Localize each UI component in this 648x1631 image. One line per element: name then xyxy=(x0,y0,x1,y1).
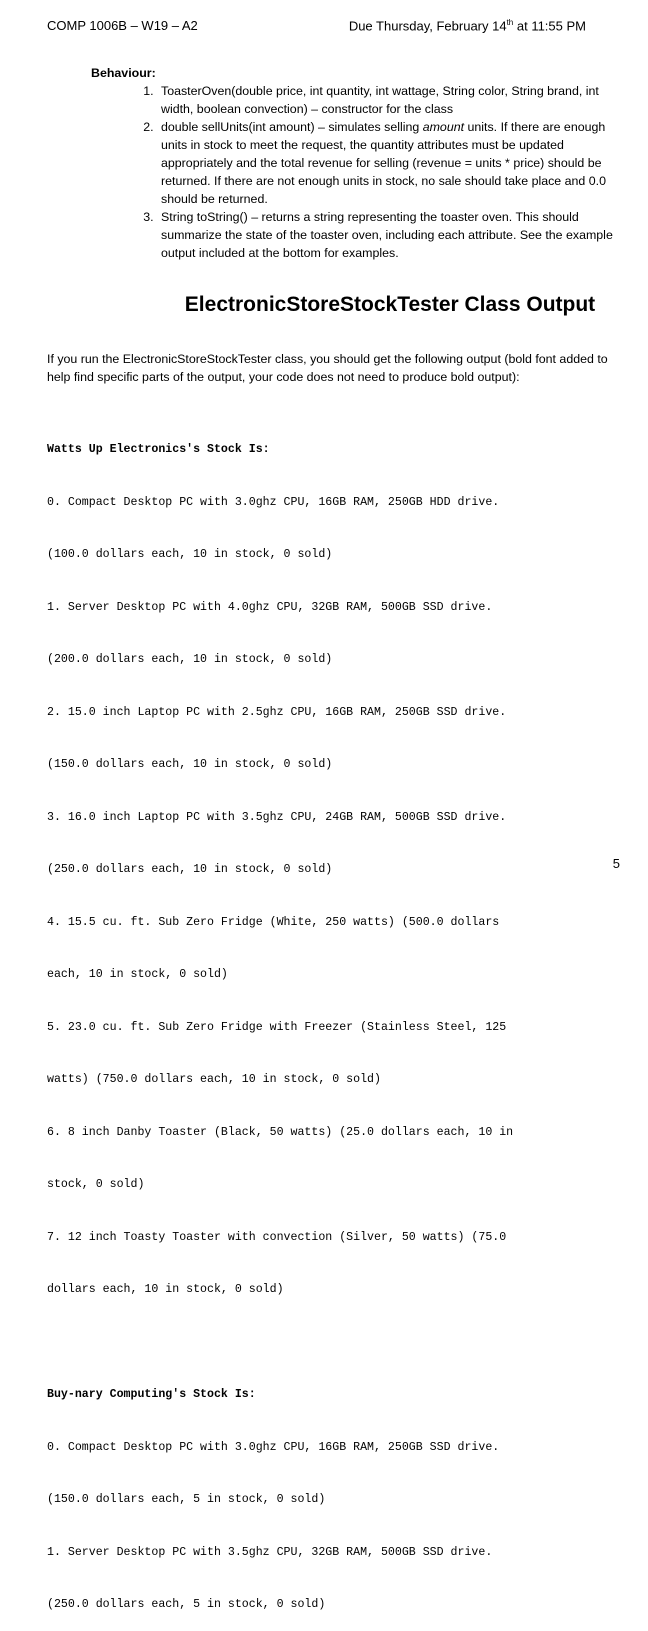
behaviour-section xyxy=(91,64,621,262)
course-label: COMP 1006B – W19 – A2 xyxy=(47,18,198,33)
behaviour-item-text: double sellUnits(int amount) – simulates selling xyxy=(161,120,423,134)
behaviour-item xyxy=(157,118,621,208)
output-line: 0. Compact Desktop PC with 3.0ghz CPU, 16GB RAM, 250GB SSD drive. xyxy=(47,1440,500,1454)
output-spacer xyxy=(47,1334,607,1352)
output-line: 3. 16.0 inch Laptop PC with 3.5ghz CPU, 24GB RAM, 500GB SSD drive. xyxy=(47,810,507,824)
output-line: watts) (750.0 dollars each, 10 in stock, 0 sold) xyxy=(47,1073,381,1086)
output-line: 0. Compact Desktop PC with 3.0ghz CPU, 16GB RAM, 250GB HDD drive. xyxy=(47,495,500,509)
behaviour-list xyxy=(91,82,621,262)
output-line: 1. Server Desktop PC with 4.0ghz CPU, 32GB RAM, 500GB SSD drive. xyxy=(47,600,493,614)
behaviour-item-text: units. If there are enough units in stock to meet the request, the quantity attributes must be updated appropriately and the total revenue for selling (revenue = units * price) should be returned. If there are not enough units in stock, no sale should take place and 0.0 should be returned. xyxy=(161,120,606,206)
page-header xyxy=(47,18,601,38)
output-line: dollars each, 10 in stock, 0 sold) xyxy=(47,1283,284,1296)
output-line: (250.0 dollars each, 10 in stock, 0 sold) xyxy=(47,863,333,876)
due-date xyxy=(349,18,586,33)
output-line: stock, 0 sold) xyxy=(47,1178,145,1191)
store-title: Watts Up Electronics's Stock Is: xyxy=(47,443,270,456)
due-date-prefix: Due Thursday, February 14 xyxy=(348,18,507,34)
output-line: each, 10 in stock, 0 sold) xyxy=(47,968,228,981)
page-number: 5 xyxy=(612,856,620,871)
store-title: Buy-nary Computing's Stock Is: xyxy=(47,1388,256,1401)
behaviour-item-emphasis: amount xyxy=(422,120,465,134)
output-line: 5. 23.0 cu. ft. Sub Zero Fridge with Freezer (Stainless Steel, 125 xyxy=(47,1020,507,1034)
behaviour-title: Behaviour: xyxy=(91,66,156,80)
due-date-suffix: at 11:55 PM xyxy=(513,18,586,34)
program-output xyxy=(47,406,607,1631)
output-line: 4. 15.5 cu. ft. Sub Zero Fridge (White, 250 watts) (500.0 dollars xyxy=(47,915,500,929)
due-date-suffix-sup: th xyxy=(506,18,514,27)
output-line: (150.0 dollars each, 5 in stock, 0 sold) xyxy=(47,1493,326,1506)
output-line: 1. Server Desktop PC with 3.5ghz CPU, 32GB RAM, 500GB SSD drive. xyxy=(47,1545,493,1559)
behaviour-item: 3. String toString() – returns a string representing the toaster oven. This should summarize the state of the toaster oven, including each attribute. See the example output included at the bottom for examples. xyxy=(157,208,621,262)
output-line: 2. 15.0 inch Laptop PC with 2.5ghz CPU, 16GB RAM, 250GB SSD drive. xyxy=(47,705,507,719)
behaviour-item: 1. ToasterOven(double price, int quantity, int wattage, String color, String brand, int width, boolean convection) – constructor for the class xyxy=(157,82,621,118)
output-line: (100.0 dollars each, 10 in stock, 0 sold) xyxy=(47,548,333,561)
output-line: 7. 12 inch Toasty Toaster with convection (Silver, 50 watts) (75.0 xyxy=(47,1230,507,1244)
output-line: 6. 8 inch Danby Toaster (Black, 50 watts) (25.0 dollars each, 10 in xyxy=(47,1125,514,1139)
output-line: (150.0 dollars each, 10 in stock, 0 sold) xyxy=(47,758,333,771)
output-line: (250.0 dollars each, 5 in stock, 0 sold) xyxy=(47,1598,326,1611)
output-line: (200.0 dollars each, 10 in stock, 0 sold) xyxy=(47,653,333,666)
intro-paragraph: If you run the ElectronicStoreStockTester class, you should get the following output (bold font added to help find specific parts of the output, your code does not need to produce bold output): xyxy=(47,352,608,384)
section-title: ElectronicStoreStockTester Class Output xyxy=(184,293,596,316)
